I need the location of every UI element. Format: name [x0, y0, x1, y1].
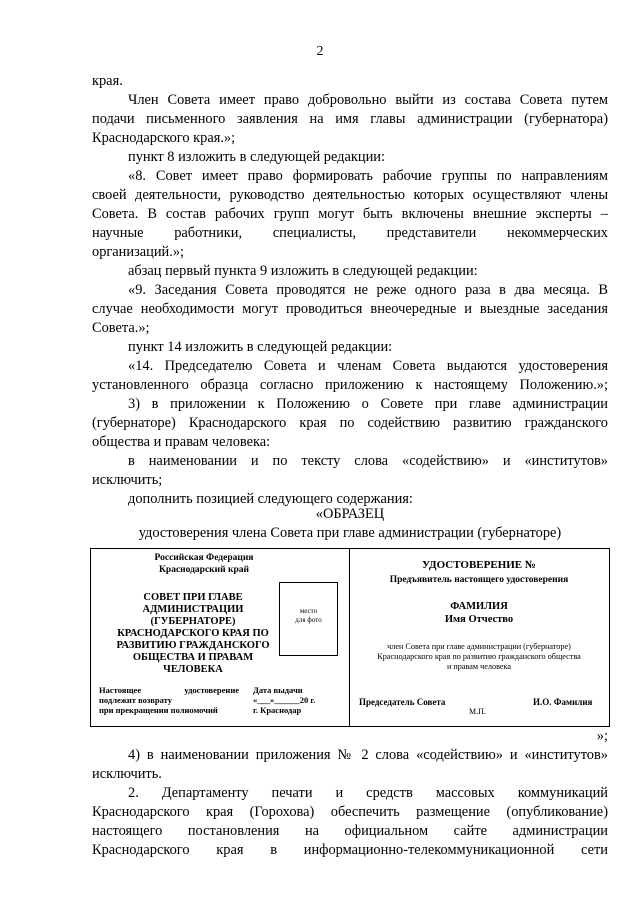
cert-org-line: ЧЕЛОВЕКА — [163, 664, 223, 675]
cert-notice: при прекращении полномочий — [99, 705, 218, 715]
cert-title: УДОСТОВЕРЕНИЕ № — [422, 559, 536, 571]
sample-caption: удостоверения члена Совета при главе администрации (губернаторе) — [138, 525, 562, 541]
text-line: «14. Председателю Совета и членам Совета выдаются удостоверения — [128, 358, 608, 374]
text-line: абзац первый пункта 9 изложить в следующей редакции: — [128, 263, 478, 279]
cert-org-line: РАЗВИТИЮ ГРАЖДАНСКОГО — [116, 640, 270, 651]
cert-country: Российская Федерация — [154, 553, 254, 563]
text-line: в наименовании и по тексту слова «содействию» и «институтов» — [128, 453, 608, 469]
sample-heading: «ОБРАЗЕЦ — [315, 506, 385, 522]
text-line: исключить. — [92, 766, 162, 782]
text-line: (губернаторе) Краснодарского края по содействию развитию гражданского — [92, 415, 608, 431]
page-number: 2 — [316, 44, 324, 59]
text-line: Краснодарского края (Горохова) обеспечить размещение (опубликование) — [92, 804, 608, 820]
text-line: «8. Совет имеет право формировать рабочие группы по направлениям — [128, 168, 608, 184]
quote-close: »; — [596, 728, 608, 744]
cert-notice: Настоящее удостоверение — [99, 685, 239, 695]
cert-org-line: АДМИНИСТРАЦИИ — [142, 604, 244, 615]
cert-organization — [109, 592, 277, 676]
text-line: организаций.»; — [92, 244, 185, 260]
cert-description: и правам человека — [446, 662, 512, 671]
cert-description: Краснодарского края по развитию гражданского общества — [377, 652, 581, 661]
text-line: 4) в наименовании приложения № 2 слова «содействию» и «институтов» — [128, 747, 608, 763]
cert-date-label: Дата выдачи — [253, 685, 303, 695]
cert-org-line: КРАСНОДАРСКОГО КРАЯ ПО — [117, 628, 269, 639]
text-line: 3) в приложении к Положению о Совете при главе администрации — [128, 396, 608, 412]
cert-org-line: СОВЕТ ПРИ ГЛАВЕ — [143, 592, 243, 603]
text-line: пункт 8 изложить в следующей редакции: — [128, 149, 385, 165]
text-line: Краснодарского края в информационно-телекоммуникационной сети — [92, 842, 608, 858]
cert-description: член Совета при главе администрации (губернаторе) — [387, 642, 571, 651]
cert-surname: ФАМИЛИЯ — [450, 601, 508, 612]
text-line: края. — [92, 73, 123, 89]
cert-signature: И.О. Фамилия — [533, 697, 593, 707]
text-line: Краснодарского края.»; — [92, 130, 236, 146]
text-line: своей деятельности, руководство деятельностью которых осуществляют члены — [92, 187, 608, 203]
text-line: случае необходимости могут проводиться внеочередные и выездные заседания — [92, 301, 608, 317]
cert-city: г. Краснодар — [253, 705, 302, 715]
cert-notice: подлежит возврату — [99, 695, 172, 705]
photo-label: для фото — [295, 616, 322, 624]
photo-placeholder — [279, 582, 338, 656]
text-line: исключить; — [92, 472, 163, 488]
text-line: пункт 14 изложить в следующей редакции: — [128, 339, 393, 355]
text-line: Член Совета имеет право добровольно выйти из состава Совета путем — [128, 92, 608, 108]
cert-stamp: М.П. — [469, 707, 486, 716]
text-line: общества и правам человека: — [92, 434, 271, 450]
text-line: научные работники, специалисты, представители некоммерческих — [92, 225, 608, 241]
certificate-divider — [349, 549, 350, 726]
text-line: «9. Заседания Совета проводятся не реже одного раза в два месяца. В — [128, 282, 608, 298]
cert-org-line: ОБЩЕСТВА И ПРАВАМ — [132, 652, 254, 663]
text-line: установленного образца согласно приложению к настоящему Положению.»; — [92, 377, 608, 393]
cert-region: Краснодарский край — [159, 565, 249, 575]
cert-chairman: Председатель Совета — [359, 697, 446, 707]
text-line: настоящего постановления на официальном сайте администрации — [92, 823, 608, 839]
text-line: подачи письменного заявления на имя главы администрации (губернатора) — [92, 111, 608, 127]
text-line: 2. Департаменту печати и средств массовых коммуникаций — [128, 785, 608, 801]
cert-org-line: (ГУБЕРНАТОРЕ) — [150, 616, 236, 627]
cert-name: Имя Отчество — [444, 614, 514, 625]
text-line: Совета. В состав рабочих групп могут быть включены внешние эксперты – — [92, 206, 608, 222]
text-line: Совета.»; — [92, 320, 150, 336]
text-line: дополнить позицией следующего содержания: — [128, 491, 413, 507]
cert-bearer: Предъявитель настоящего удостоверения — [389, 575, 569, 585]
photo-label: место — [299, 607, 318, 615]
cert-date-value: «___»______20 г. — [253, 695, 316, 705]
certificate-sample — [90, 548, 610, 727]
